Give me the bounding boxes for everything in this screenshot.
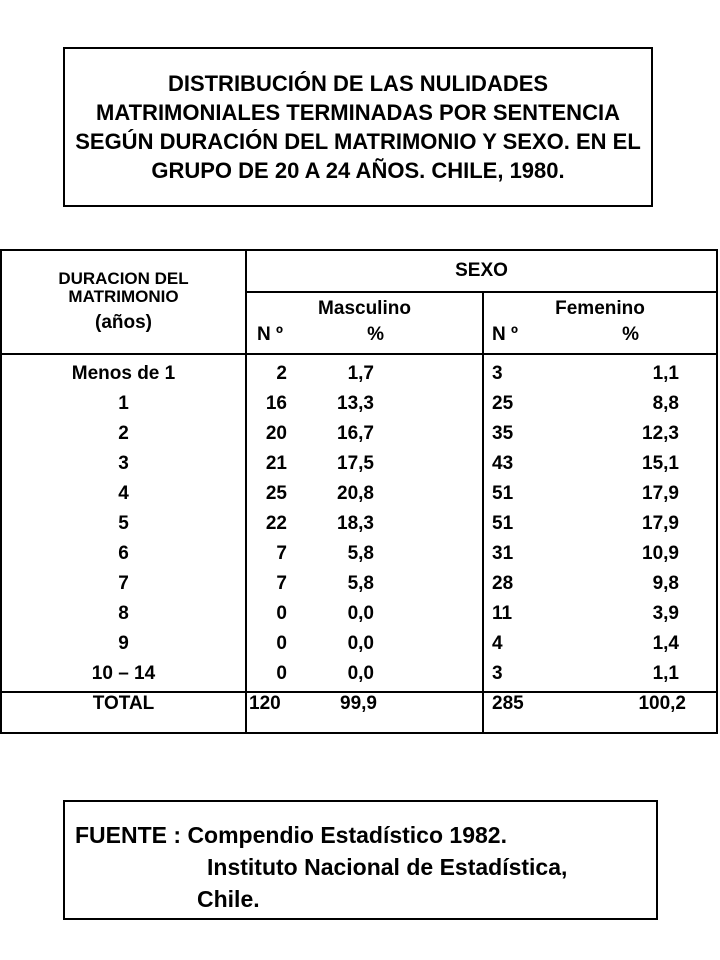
female-count-cell: 31 <box>492 543 514 564</box>
male-row <box>247 389 482 419</box>
total-male-percent: 99,9 <box>340 693 377 714</box>
female-count-cell: 51 <box>492 483 514 504</box>
female-percent-cell: 1,1 <box>652 663 679 684</box>
male-count-cell: 0 <box>276 663 287 684</box>
male-percent-cell: 16,7 <box>337 423 374 444</box>
female-column <box>483 354 717 692</box>
female-percent-cell: 15,1 <box>642 453 679 474</box>
male-count-cell: 20 <box>265 423 287 444</box>
duration-cell: 6 <box>118 543 129 564</box>
male-row <box>247 479 482 509</box>
male-percent-cell: 13,3 <box>337 393 374 414</box>
male-count-cell: 16 <box>265 393 287 414</box>
male-row <box>247 419 482 449</box>
female-row <box>484 659 716 689</box>
male-count-cell: 2 <box>276 363 287 384</box>
male-row <box>247 569 482 599</box>
female-count-cell: 11 <box>492 603 513 624</box>
source-line3: Chile. <box>197 886 260 912</box>
duration-cell: Menos de 1 <box>71 363 176 384</box>
duration-cell: 1 <box>118 393 129 414</box>
male-count-cell: 25 <box>265 483 287 504</box>
male-percent-cell: 0,0 <box>347 633 374 654</box>
duration-cell: 10 – 14 <box>91 663 156 684</box>
data-table <box>0 249 718 734</box>
female-count-cell: 51 <box>492 513 514 534</box>
male-count-cell: 7 <box>276 543 287 564</box>
title-box <box>63 47 653 207</box>
female-row <box>484 569 716 599</box>
duration-column <box>1 354 246 692</box>
female-count-cell: 3 <box>492 363 503 384</box>
female-row <box>484 629 716 659</box>
female-percent-cell: 3,9 <box>652 603 679 624</box>
female-count-cell: 35 <box>492 423 514 444</box>
male-row <box>247 629 482 659</box>
male-count-cell: 0 <box>276 633 287 654</box>
male-percent-cell: 0,0 <box>347 603 374 624</box>
source-box <box>63 800 658 920</box>
female-row <box>484 389 716 419</box>
female-percent-cell: 10,9 <box>642 543 679 564</box>
male-row <box>247 539 482 569</box>
header-duration-line1: DURACION DEL <box>58 269 189 288</box>
female-percent-cell: 9,8 <box>652 573 679 594</box>
male-column <box>246 354 483 692</box>
male-percent-cell: 1,7 <box>347 363 374 384</box>
duration-cell: 2 <box>118 423 129 444</box>
female-row <box>484 419 716 449</box>
male-percent-cell: 5,8 <box>347 543 374 564</box>
page-title: DISTRIBUCIÓN DE LAS NULIDADES MATRIMONIALES TERMINADAS POR SENTENCIA SEGÚN DURACIÓN DEL MATRIMONIO Y SEXO. EN EL GRUPO DE 20 A 24 AÑOS. CHILE, 1980. <box>75 71 641 183</box>
duration-cell: 9 <box>118 633 129 654</box>
duration-cell: 4 <box>118 483 129 504</box>
total-female <box>483 692 717 733</box>
female-percent-cell: 12,3 <box>642 423 679 444</box>
female-count-cell: 3 <box>492 663 503 684</box>
total-female-count: 285 <box>492 693 524 714</box>
header-male <box>246 292 483 354</box>
female-count-cell: 25 <box>492 393 514 414</box>
header-female <box>483 292 717 354</box>
female-row <box>484 359 716 389</box>
header-sex: SEXO <box>246 250 717 292</box>
male-percent-cell: 5,8 <box>347 573 374 594</box>
male-label: Masculino <box>318 298 411 319</box>
male-percent-cell: 17,5 <box>337 453 374 474</box>
female-row <box>484 599 716 629</box>
header-duration-line2: MATRIMONIO <box>68 287 179 306</box>
female-percent-cell: 8,8 <box>652 393 679 414</box>
duration-cell: 7 <box>118 573 129 594</box>
male-count-cell: 0 <box>276 603 287 624</box>
male-row <box>247 359 482 389</box>
source-line2: Instituto Nacional de Estadística, <box>207 854 568 880</box>
total-male-count: 120 <box>249 693 281 714</box>
male-count-cell: 7 <box>276 573 287 594</box>
female-count-cell: 43 <box>492 453 514 474</box>
header-duration-line3: (años) <box>95 312 152 333</box>
female-percent-cell: 17,9 <box>642 483 679 504</box>
total-female-percent: 100,2 <box>638 693 686 714</box>
female-row <box>484 449 716 479</box>
male-row <box>247 449 482 479</box>
male-row <box>247 659 482 689</box>
female-percent-cell: 1,4 <box>652 633 679 654</box>
male-row <box>247 509 482 539</box>
male-percent-cell: 18,3 <box>337 513 374 534</box>
male-count-cell: 21 <box>265 453 287 474</box>
total-label: TOTAL <box>1 692 246 733</box>
female-count-label: N º <box>492 324 518 345</box>
male-percent-label: % <box>367 324 384 345</box>
female-label: Femenino <box>555 298 645 319</box>
source-line1: FUENTE : Compendio Estadístico 1982. <box>75 822 507 848</box>
female-row <box>484 509 716 539</box>
duration-cell: 3 <box>118 453 129 474</box>
female-count-cell: 28 <box>492 573 514 594</box>
female-percent-label: % <box>622 324 639 345</box>
header-duration <box>1 250 246 354</box>
male-percent-cell: 0,0 <box>347 663 374 684</box>
male-row <box>247 599 482 629</box>
female-row <box>484 539 716 569</box>
male-percent-cell: 20,8 <box>337 483 374 504</box>
female-percent-cell: 1,1 <box>652 363 679 384</box>
duration-cell: 5 <box>118 513 129 534</box>
female-row <box>484 479 716 509</box>
total-male <box>246 692 483 733</box>
female-percent-cell: 17,9 <box>642 513 679 534</box>
male-count-label: N º <box>257 324 283 345</box>
female-count-cell: 4 <box>492 633 503 654</box>
male-count-cell: 22 <box>265 513 287 534</box>
duration-cell: 8 <box>118 603 129 624</box>
